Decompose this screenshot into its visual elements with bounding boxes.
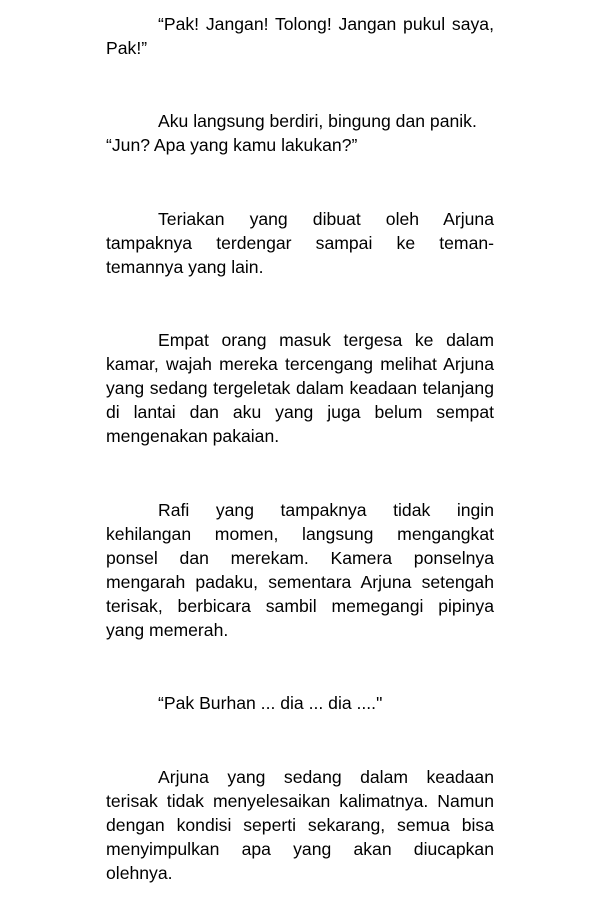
paragraph-4: Empat orang masuk tergesa ke dalam kamar, wajah mereka tercengang melihat Arjuna yang sedang tergeletak dalam keadaan telanjang di lantai dan aku yang juga belum sempat mengenakan pakaian. bbox=[106, 330, 494, 446]
document-page bbox=[106, 12, 494, 885]
paragraph-5: Rafi yang tampaknya tidak ingin kehilangan momen, langsung mengangkat ponsel dan merekam. Kamera ponselnya mengarah padaku, sementara Arjuna setengah terisak, berbicara sambil memegangi pipinya yang memerah. bbox=[106, 500, 494, 640]
paragraph-2-line-2: “Jun? Apa yang kamu lakukan?” bbox=[106, 135, 358, 155]
paragraph-6: “Pak Burhan ... dia ... dia ...." bbox=[158, 693, 383, 713]
paragraph-2-line-1: Aku langsung berdiri, bingung dan panik. bbox=[158, 111, 477, 131]
paragraph-1: “Pak! Jangan! Tolong! Jangan pukul saya, Pak!” bbox=[106, 14, 494, 58]
paragraph-3: Teriakan yang dibuat oleh Arjuna tampaknya terdengar sampai ke teman-temannya yang lain. bbox=[106, 209, 494, 277]
paragraph-2 bbox=[106, 109, 494, 157]
paragraph-7: Arjuna yang sedang dalam keadaan terisak tidak menyelesaikan kalimatnya. Namun dengan kondisi seperti sekarang, semua bisa menyimpulkan apa yang akan diucapkan olehnya. bbox=[106, 767, 494, 883]
